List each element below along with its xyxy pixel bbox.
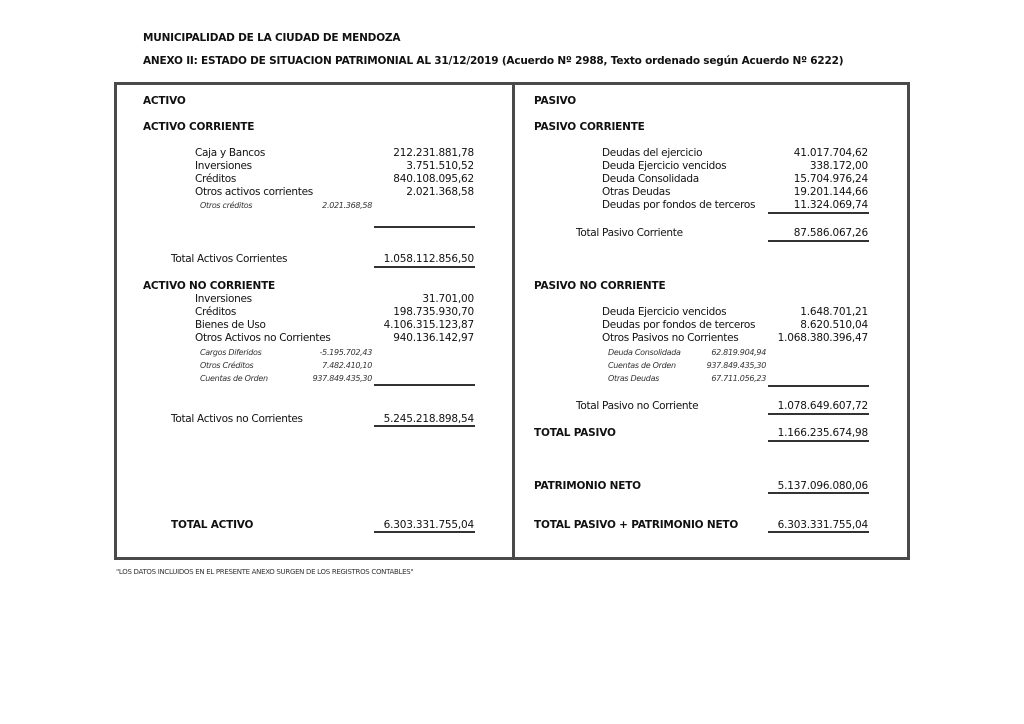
sub-item-value: 67.711.056,23 [711,374,766,383]
line-item-value: 41.017.704,62 [793,147,868,159]
line-item-value: 19.201.144,66 [793,186,868,198]
subtotal-rule [768,385,869,387]
total-activo-label: TOTAL ACTIVO [171,519,254,531]
line-item-label: Inversiones [195,293,252,305]
line-item-label: Créditos [195,306,237,318]
line-item-label: Otras Deudas [602,186,671,198]
document-title: MUNICIPALIDAD DE LA CIUDAD DE MENDOZA [143,32,401,44]
activo-heading: ACTIVO [143,95,186,107]
line-item-value: 1.068.380.396,47 [777,332,868,344]
line-item-label: Deudas por fondos de terceros [602,199,756,211]
line-item-label: Deudas por fondos de terceros [602,319,756,331]
line-item-value: 940.136.142,97 [393,332,474,344]
total-rule [768,440,869,442]
line-item-label: Otros Activos no Corrientes [195,332,331,344]
line-item-value: 15.704.976,24 [793,173,868,185]
total-value: 5.245.218.898,54 [383,413,474,425]
total-pasivo-value: 1.166.235.674,98 [777,427,868,439]
line-item-label: Créditos [195,173,237,185]
pasivo-heading: PASIVO [534,95,576,107]
sub-item-label: Cuentas de Orden [200,374,268,383]
line-item-value: 8.620.510,04 [800,319,868,331]
patrimonio-neto-label: PATRIMONIO NETO [534,480,641,492]
line-item-value: 198.735.930,70 [393,306,474,318]
line-item-label: Deudas del ejercicio [602,147,703,159]
sub-item-value: 62.819.904,94 [711,348,766,357]
sub-item-value: -5.195.702,43 [319,348,372,357]
line-item-value: 212.231.881,78 [393,147,474,159]
sub-item-label: Cargos Diferidos [200,348,262,357]
total-rule [768,531,869,533]
total-label: Total Pasivo Corriente [576,227,683,239]
total-label: Total Activos Corrientes [171,253,288,265]
line-item-value: 1.648.701,21 [800,306,868,318]
sub-item-label: Otros créditos [200,201,253,210]
total-rule [374,531,475,533]
line-item-value: 338.172,00 [809,160,868,172]
total-label: Total Activos no Corrientes [171,413,303,425]
total-value: 87.586.067,26 [793,227,868,239]
sub-item-label: Otras Deudas [608,374,660,383]
line-item-label: Otros Pasivos no Corrientes [602,332,739,344]
sub-item-value: 2.021.368,58 [322,201,372,210]
pasivo-no-corriente-heading: PASIVO NO CORRIENTE [534,280,666,292]
activo-corriente-heading: ACTIVO CORRIENTE [143,121,255,133]
total-rule [374,425,475,427]
line-item-label: Inversiones [195,160,252,172]
total-value: 1.058.112.856,50 [383,253,474,265]
total-activo-value: 6.303.331.755,04 [383,519,474,531]
line-item-label: Bienes de Uso [195,319,266,331]
line-item-label: Caja y Bancos [195,147,266,159]
subtotal-rule [374,384,475,386]
total-pasivo-patrimonio-label: TOTAL PASIVO + PATRIMONIO NETO [534,519,739,531]
subtotal-rule [374,226,475,228]
line-item-label: Deuda Ejercicio vencidos [602,306,727,318]
total-label: Total Pasivo no Corriente [576,400,699,412]
line-item-label: Deuda Consolidada [602,173,699,185]
line-item-value: 3.751.510,52 [406,160,474,172]
line-item-label: Deuda Ejercicio vencidos [602,160,727,172]
total-rule [768,492,869,494]
footnote: "LOS DATOS INCLUIDOS EN EL PRESENTE ANEXO SURGEN DE LOS REGISTROS CONTABLES" [116,568,414,576]
sub-item-label: Cuentas de Orden [608,361,676,370]
line-item-value: 840.108.095,62 [393,173,474,185]
subtotal-rule [768,212,869,214]
document-subtitle: ANEXO II: ESTADO DE SITUACION PATRIMONIAL AL 31/12/2019 (Acuerdo Nº 2988, Texto ordenado según Acuerdo Nº 6222) [143,55,844,67]
patrimonio-neto-value: 5.137.096.080,06 [777,480,868,492]
activo-no-corriente-heading: ACTIVO NO CORRIENTE [143,280,275,292]
total-value: 1.078.649.607,72 [777,400,868,412]
sub-item-label: Otros Créditos [200,361,254,370]
total-rule [768,413,869,415]
column-divider [512,82,515,560]
line-item-value: 2.021.368,58 [406,186,474,198]
sub-item-value: 7.482.410,10 [322,361,372,370]
sub-item-label: Deuda Consolidada [608,348,681,357]
sub-item-value: 937.849.435,30 [706,361,766,370]
total-pasivo-label: TOTAL PASIVO [534,427,616,439]
line-item-label: Otros activos corrientes [195,186,313,198]
total-rule [768,240,869,242]
sub-item-value: 937.849.435,30 [312,374,372,383]
pasivo-corriente-heading: PASIVO CORRIENTE [534,121,645,133]
line-item-value: 11.324.069,74 [793,199,868,211]
line-item-value: 31.701,00 [422,293,474,305]
total-rule [374,266,475,268]
line-item-value: 4.106.315.123,87 [383,319,474,331]
total-pasivo-patrimonio-value: 6.303.331.755,04 [777,519,868,531]
